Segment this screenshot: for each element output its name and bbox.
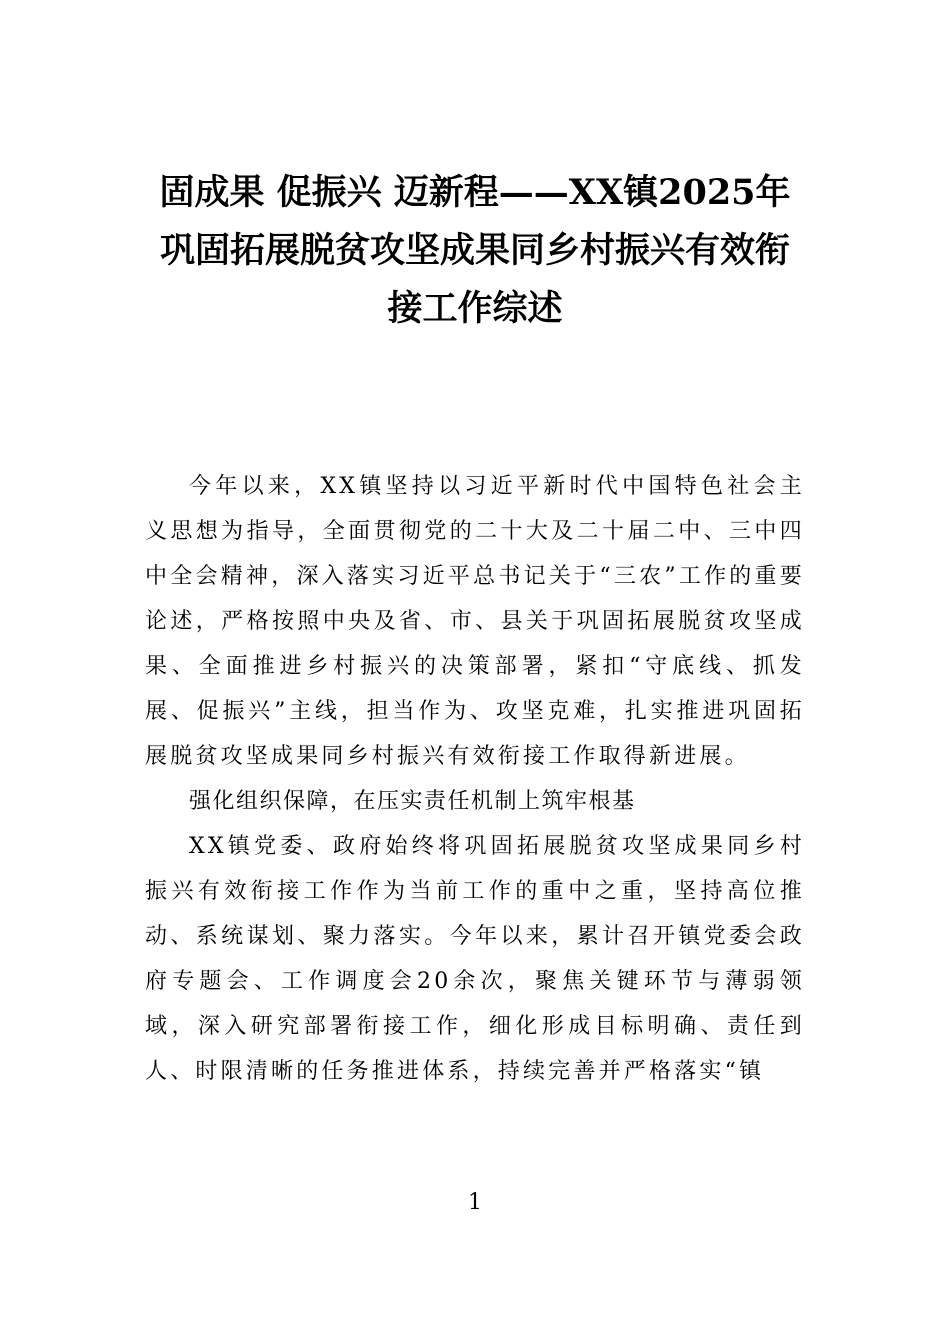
page-number: 1 bbox=[468, 1190, 482, 1215]
document-body bbox=[145, 464, 805, 1094]
section-heading: 强化组织保障，在压实责任机制上筑牢根基 bbox=[189, 789, 636, 814]
section-paragraph: XX镇党委、政府始终将巩固拓展脱贫攻坚成果同乡村振兴有效衔接工作作为当前工作的重中之重，坚持高位推动、系统谋划、聚力落实。今年以来，累计召开镇党委会政府专题会、工作调度会20余次，聚焦关键环节与薄弱领域，深入研究部署衔接工作，细化形成目标明确、责任到人、时限清晰的任务推进体系，持续完善并严格落实“镇 bbox=[145, 834, 805, 1084]
document-title: 固成果 促振兴 迈新程——XX镇2025年巩固拓展脱贫攻坚成果同乡村振兴有效衔接工作综述 bbox=[159, 172, 791, 329]
intro-paragraph: 今年以来，XX镇坚持以习近平新时代中国特色社会主义思想为指导，全面贯彻党的二十大及二十届二中、三中四中全会精神，深入落实习近平总书记关于“三农”工作的重要论述，严格按照中央及省、市、县关于巩固拓展脱贫攻坚成果、全面推进乡村振兴的决策部署，紧扣“守底线、抓发展、促振兴”主线，担当作为、攻坚克难，扎实推进巩固拓展脱贫攻坚成果同乡村振兴有效衔接工作取得新进展。 bbox=[145, 474, 805, 769]
